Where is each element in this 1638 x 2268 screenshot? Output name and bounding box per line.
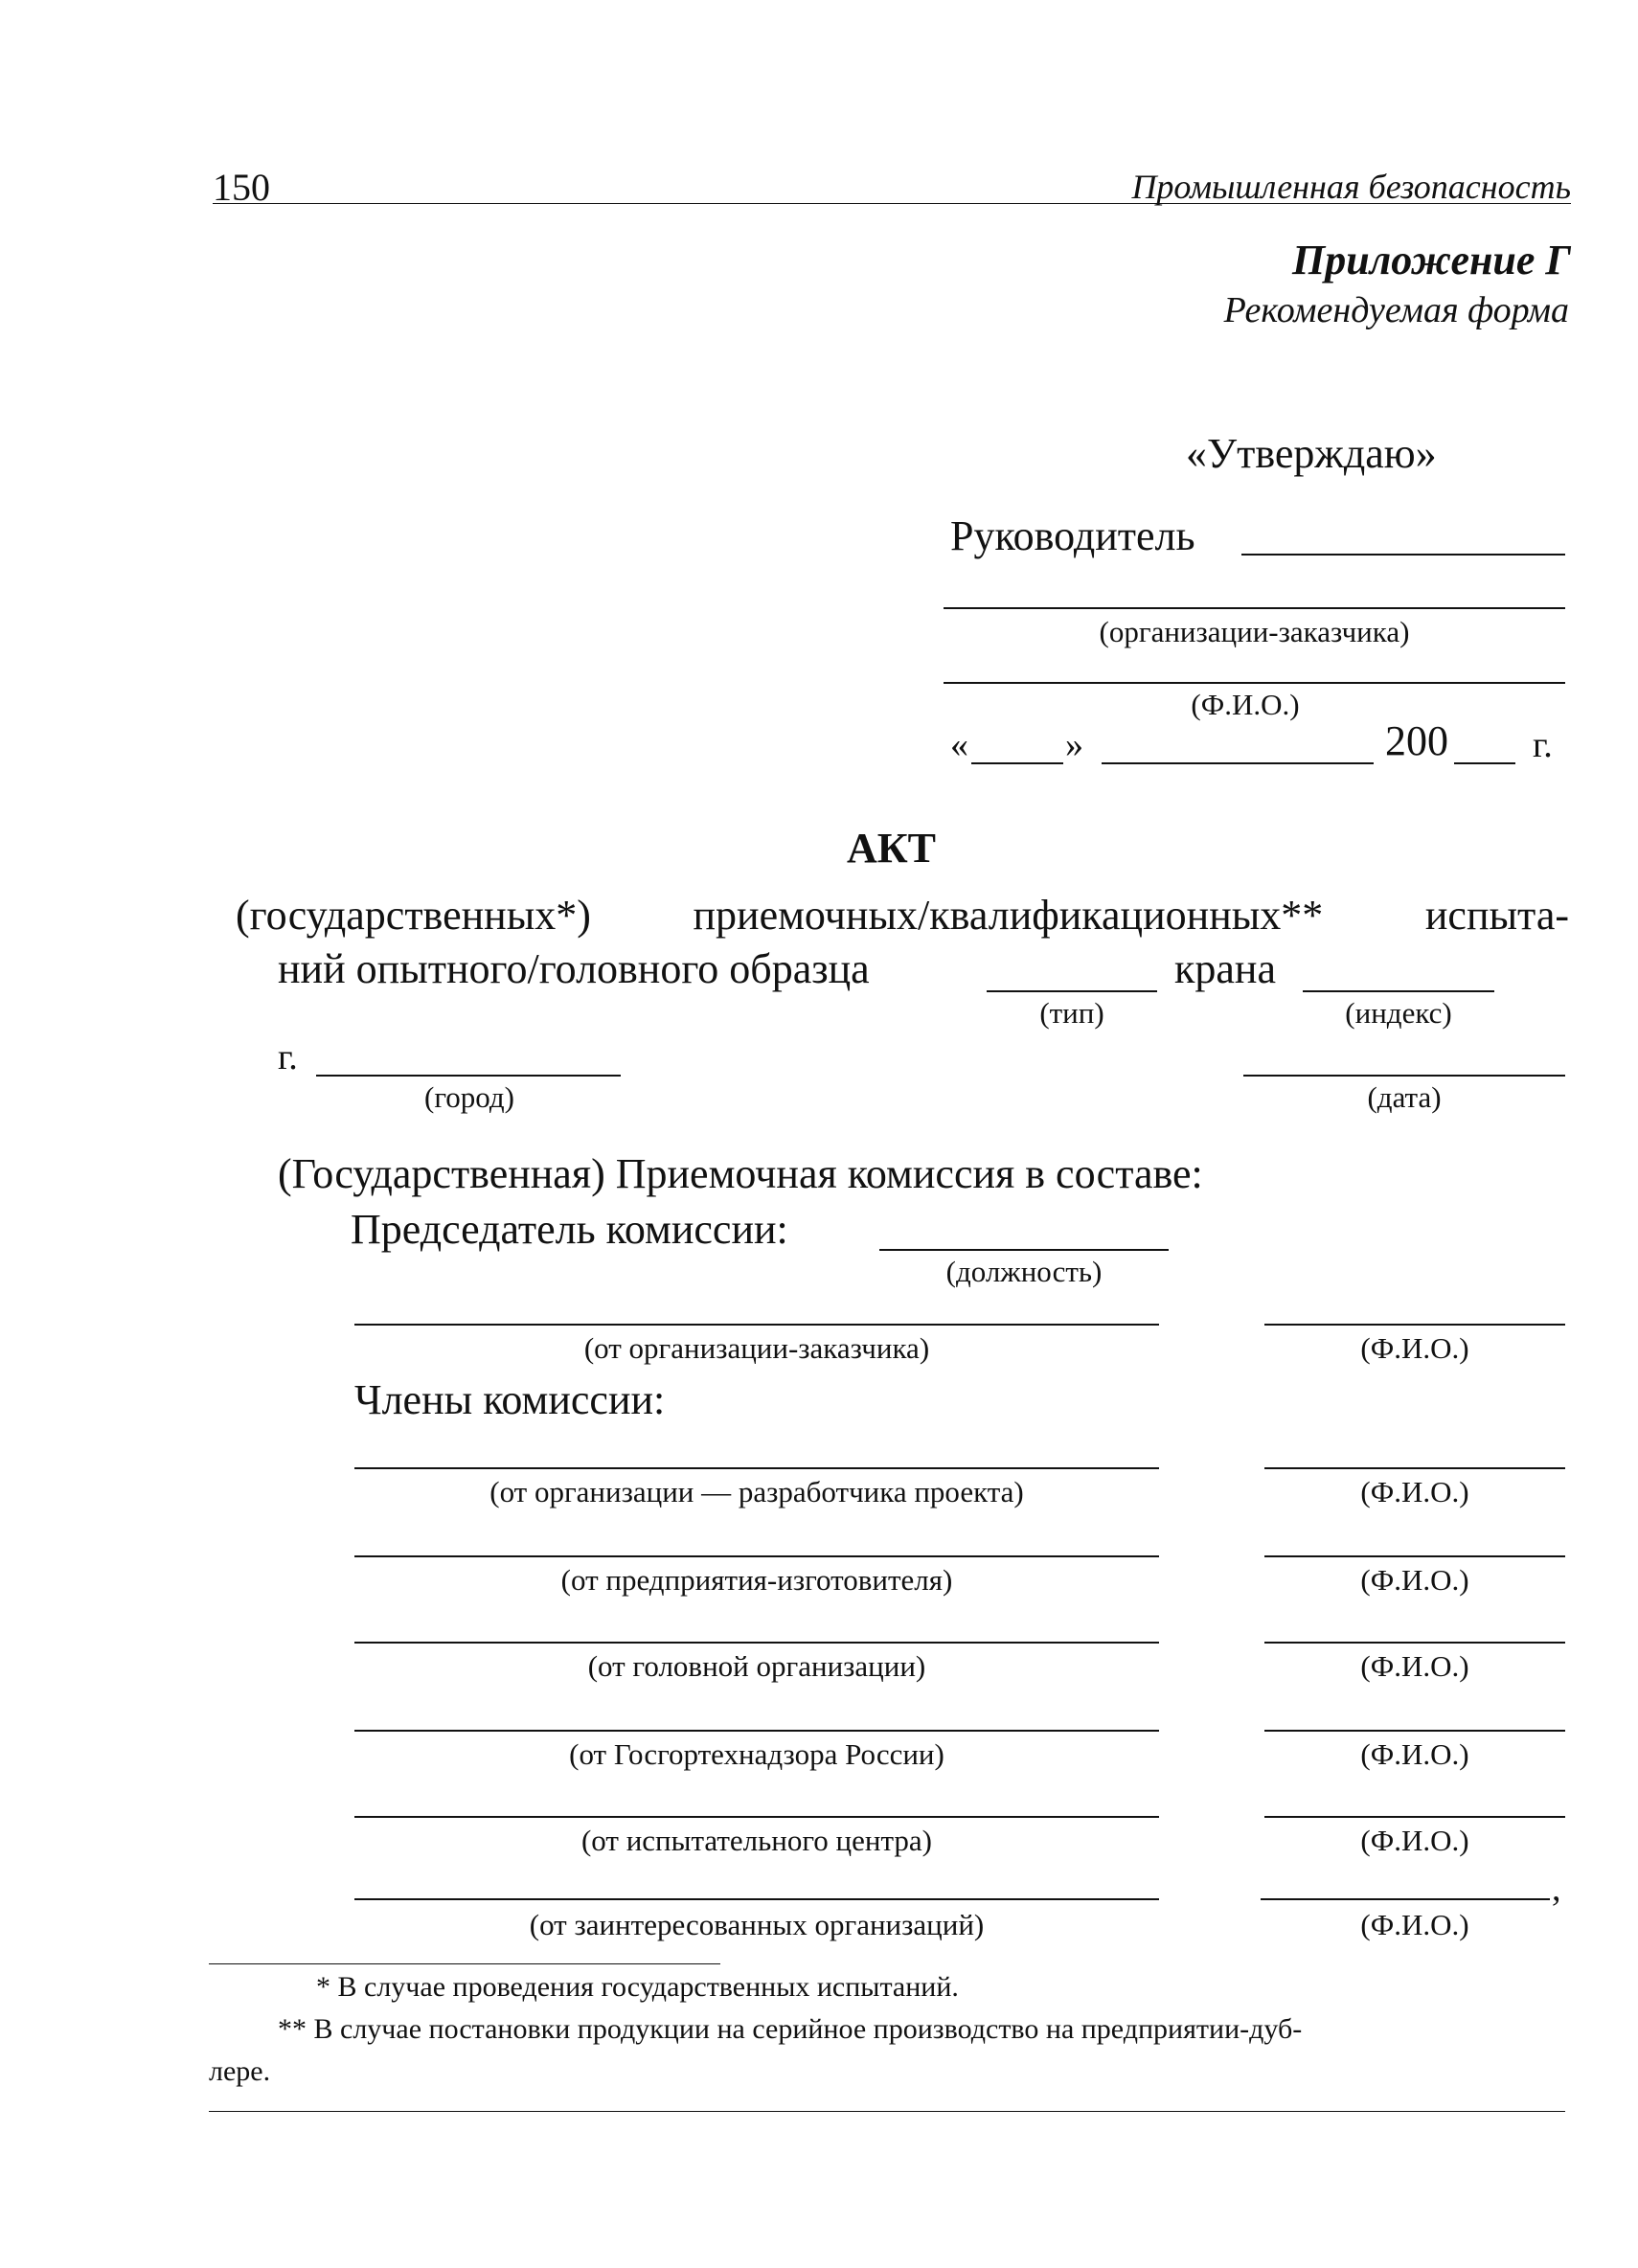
type-line[interactable] — [987, 990, 1157, 992]
quote-close: » — [1065, 725, 1083, 765]
member-org-caption: (от испытательного центра) — [580, 1824, 932, 1857]
member-fio-line[interactable] — [1264, 1730, 1565, 1732]
index-line[interactable] — [1303, 990, 1494, 992]
footnote-2-line1: ** В случае постановки продукции на серийное производство на предприятии-дуб- — [278, 2013, 1303, 2045]
commission-heading: (Государственная) Приемочная комиссия в составе: — [278, 1150, 1203, 1197]
member-fio-caption: (Ф.И.О.) — [1360, 1824, 1469, 1857]
footnote-rule — [209, 1963, 720, 1964]
city-prefix: г. — [278, 1037, 298, 1077]
member-fio-caption: (Ф.И.О.) — [1360, 1908, 1469, 1941]
fio-line[interactable] — [944, 682, 1565, 684]
member-fio-line[interactable] — [1264, 1467, 1565, 1469]
type-caption: (тип) — [1039, 996, 1104, 1030]
act-line-1: (государственных*) приемочных/квалификационных** испыта- — [236, 892, 1569, 939]
member-org-line[interactable] — [354, 1730, 1159, 1732]
org-line[interactable] — [944, 607, 1565, 609]
position-caption: (должность) — [945, 1255, 1103, 1288]
position-line[interactable] — [879, 1249, 1169, 1251]
bottom-rule — [209, 2111, 1565, 2112]
chairman-fio-line[interactable] — [1264, 1324, 1565, 1326]
member-fio-caption: (Ф.И.О.) — [1360, 1649, 1469, 1683]
member-org-caption: (от головной организации) — [587, 1649, 926, 1683]
chairman-label: Председатель комиссии: — [351, 1206, 788, 1253]
date-line[interactable] — [1243, 1075, 1565, 1077]
member-org-caption: (от организации — разработчика проекта) — [489, 1475, 1024, 1508]
chairman-fio-caption: (Ф.И.О.) — [1360, 1331, 1469, 1365]
footnote-1: * В случае проведения государственных испытаний. — [316, 1971, 959, 2003]
trailing-comma: , — [1552, 1869, 1561, 1909]
member-org-line[interactable] — [354, 1898, 1159, 1900]
member-fio-line[interactable] — [1264, 1555, 1565, 1557]
day-line[interactable] — [971, 762, 1063, 764]
org-caption: (организации-заказчика) — [1099, 615, 1410, 648]
month-line[interactable] — [1102, 762, 1374, 764]
footnote-2-line2: лере. — [209, 2055, 271, 2087]
head-signature-line[interactable] — [1241, 554, 1565, 556]
head-label: Руководитель — [950, 512, 1195, 559]
year-prefix: 200 — [1385, 717, 1448, 764]
member-fio-line[interactable] — [1264, 1816, 1565, 1818]
approve-label: «Утверждаю» — [1186, 430, 1437, 477]
member-org-caption: (от предприятия-изготовителя) — [560, 1563, 953, 1597]
member-fio-caption: (Ф.И.О.) — [1360, 1737, 1469, 1771]
chairman-org-caption: (от организации-заказчика) — [583, 1331, 930, 1365]
act-title: АКТ — [847, 825, 937, 872]
member-org-line[interactable] — [354, 1555, 1159, 1557]
date-caption: (дата) — [1367, 1080, 1442, 1114]
member-org-line[interactable] — [354, 1642, 1159, 1644]
member-fio-caption: (Ф.И.О.) — [1360, 1475, 1469, 1508]
running-title: Промышленная безопасность — [1131, 168, 1571, 206]
member-org-caption: (от заинтересованных организаций) — [529, 1908, 985, 1941]
year-line[interactable] — [1454, 762, 1515, 764]
quote-open: « — [950, 725, 968, 765]
appendix-subtitle: Рекомендуемая форма — [1223, 290, 1569, 330]
city-caption: (город) — [424, 1080, 514, 1114]
member-org-caption: (от Госгортехнадзора России) — [569, 1737, 944, 1771]
act-line-2a: ний опытного/головного образца — [278, 945, 870, 992]
year-suffix: г. — [1533, 725, 1553, 765]
index-caption: (индекс) — [1345, 996, 1452, 1030]
member-org-line[interactable] — [354, 1816, 1159, 1818]
city-line[interactable] — [316, 1075, 621, 1077]
fio-caption: (Ф.И.О.) — [1191, 688, 1300, 721]
appendix-title: Приложение Г — [1291, 237, 1571, 284]
chairman-org-line[interactable] — [354, 1324, 1159, 1326]
members-label: Члены комиссии: — [354, 1376, 666, 1423]
act-line-2b: крана — [1174, 945, 1276, 992]
member-fio-caption: (Ф.И.О.) — [1360, 1563, 1469, 1597]
member-fio-line[interactable] — [1264, 1642, 1565, 1644]
member-org-line[interactable] — [354, 1467, 1159, 1469]
member-fio-line[interactable] — [1261, 1898, 1550, 1900]
page-number: 150 — [213, 166, 270, 209]
